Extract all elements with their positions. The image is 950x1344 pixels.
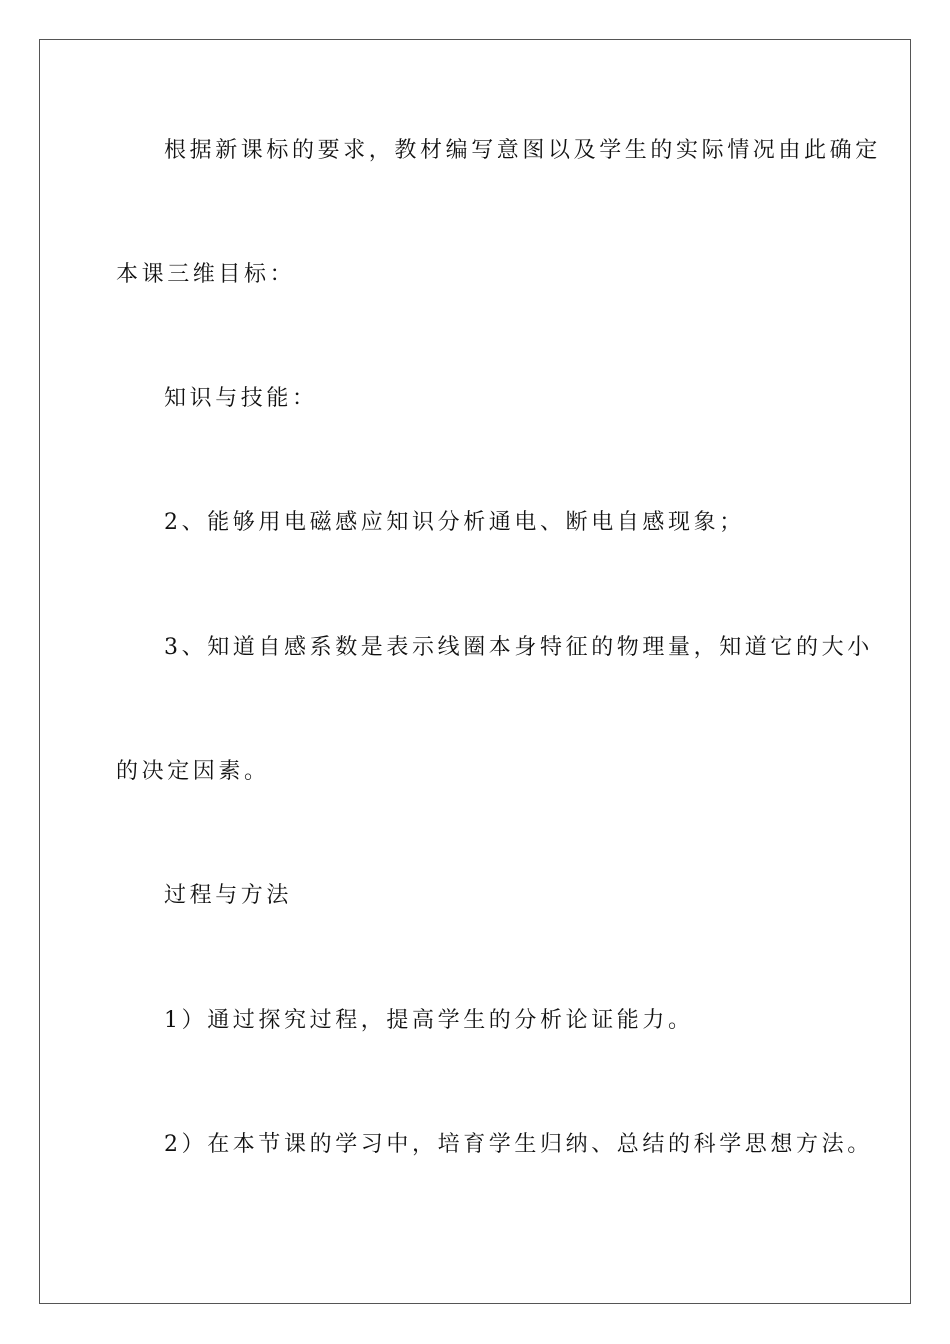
knowledge-item-3-line-2: 的决定因素。 bbox=[116, 759, 270, 784]
page-border bbox=[39, 39, 911, 1304]
paragraph-intro-line-1: 根据新课标的要求，教材编写意图以及学生的实际情况由此确定 bbox=[164, 138, 881, 163]
knowledge-item-3-line-1: 3、知道自感系数是表示线圈本身特征的物理量，知道它的大小 bbox=[164, 635, 873, 660]
process-item-2: 2）在本节课的学习中，培育学生归纳、总结的科学思想方法。 bbox=[164, 1132, 873, 1157]
section-heading-process-methods: 过程与方法 bbox=[164, 883, 293, 908]
process-item-1: 1）通过探究过程，提高学生的分析论证能力。 bbox=[164, 1008, 694, 1033]
paragraph-intro-line-2: 本课三维目标： bbox=[116, 262, 296, 287]
section-heading-knowledge-skills: 知识与技能： bbox=[164, 386, 318, 411]
knowledge-item-2: 2、能够用电磁感应知识分析通电、断电自感现象； bbox=[164, 510, 745, 535]
